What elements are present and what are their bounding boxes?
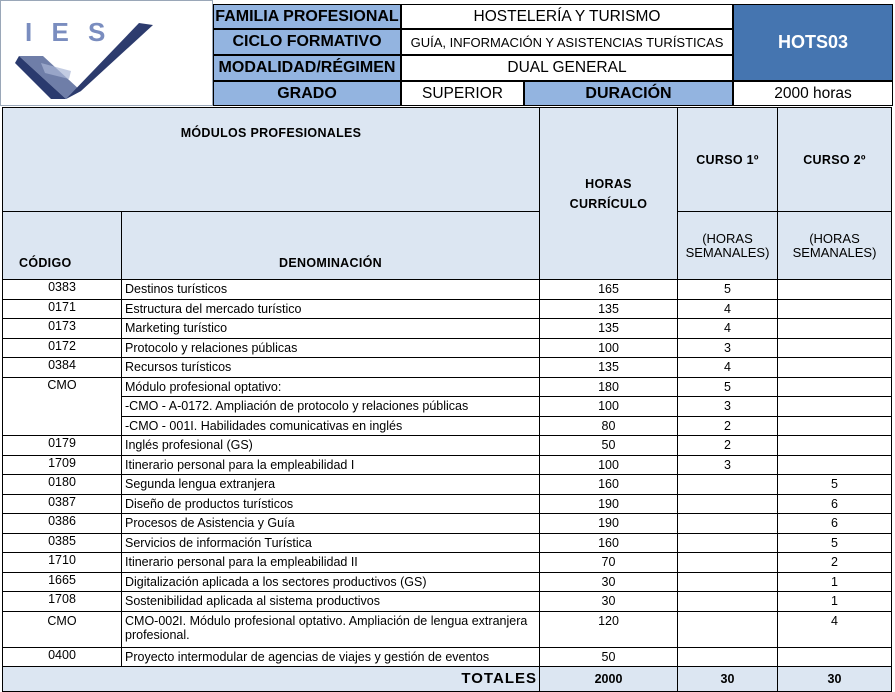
module-hours: 100: [540, 455, 678, 475]
module-curso1: 2: [678, 436, 778, 456]
module-name: Itinerario personal para la empleabilidad II: [122, 553, 540, 573]
module-curso1: [678, 611, 778, 647]
table-row: [3, 397, 892, 417]
curso1-semanales: [678, 212, 778, 280]
modulos-header: MÓDULOS PROFESIONALES: [3, 108, 540, 212]
module-curso2: 1: [778, 572, 892, 592]
module-name: Inglés profesional (GS): [122, 436, 540, 456]
table-row: [3, 572, 892, 592]
module-code: 1708: [3, 592, 122, 612]
curso2-semanales-line1: (HORAS: [809, 230, 860, 246]
module-code: 0383: [3, 280, 122, 300]
module-hours: 135: [540, 358, 678, 378]
module-code: [3, 397, 122, 417]
module-name: Recursos turísticos: [122, 358, 540, 378]
module-hours: 50: [540, 436, 678, 456]
module-hours: 180: [540, 377, 678, 397]
module-name: Segunda lengua extranjera: [122, 475, 540, 495]
module-curso1: [678, 647, 778, 667]
table-row: [3, 455, 892, 475]
table-row: [3, 377, 892, 397]
module-name: Destinos turísticos: [122, 280, 540, 300]
table-row: [3, 280, 892, 300]
table-row: [3, 533, 892, 553]
module-curso1: 3: [678, 397, 778, 417]
module-hours: 30: [540, 592, 678, 612]
module-hours: 190: [540, 494, 678, 514]
module-curso2: [778, 319, 892, 339]
table-row: [3, 647, 892, 667]
module-curso2: [778, 416, 892, 436]
curso2-semanales-line2: SEMANALES): [792, 244, 877, 260]
module-curso2: [778, 358, 892, 378]
module-curso1: 2: [678, 416, 778, 436]
module-code: 0180: [3, 475, 122, 495]
module-name: Sostenibilidad aplicada al sistema productivos: [122, 592, 540, 612]
module-name: -CMO - A-0172. Ampliación de protocolo y relaciones públicas: [122, 397, 540, 417]
curso1-header: CURSO 1º: [678, 108, 778, 212]
module-curso1: [678, 475, 778, 495]
codigo-header: CÓDIGO: [3, 212, 122, 280]
module-curso1: [678, 553, 778, 573]
curso1-semanales-line2: SEMANALES): [685, 244, 770, 260]
table-row: [3, 592, 892, 612]
module-name: Itinerario personal para la empleabilidad I: [122, 455, 540, 475]
module-curso1: 4: [678, 319, 778, 339]
module-hours: 190: [540, 514, 678, 534]
horas-header-line1: HORAS: [585, 176, 632, 191]
table-row: [3, 299, 892, 319]
module-curso1: 4: [678, 358, 778, 378]
ies-logo: [0, 0, 213, 106]
totales-label: TOTALES: [3, 667, 540, 692]
module-hours: 80: [540, 416, 678, 436]
ciclo-value: GUÍA, INFORMACIÓN Y ASISTENCIAS TURÍSTICAS: [401, 29, 733, 55]
module-curso1: 4: [678, 299, 778, 319]
module-name: Marketing turístico: [122, 319, 540, 339]
familia-value: HOSTELERÍA Y TURISMO: [401, 4, 733, 29]
module-code: 0173: [3, 319, 122, 339]
module-code: 1709: [3, 455, 122, 475]
module-name: Protocolo y relaciones públicas: [122, 338, 540, 358]
logo-text: I E S: [25, 17, 112, 47]
module-code: 0386: [3, 514, 122, 534]
module-curso2: [778, 299, 892, 319]
module-curso1: 5: [678, 280, 778, 300]
familia-label: FAMILIA PROFESIONAL: [213, 4, 401, 29]
module-curso2: 5: [778, 533, 892, 553]
denominacion-header: DENOMINACIÓN: [122, 212, 540, 280]
module-code: 0387: [3, 494, 122, 514]
module-hours: 160: [540, 475, 678, 495]
table-row: [3, 514, 892, 534]
table-row: [3, 338, 892, 358]
module-curso1: 3: [678, 338, 778, 358]
table-row: [3, 416, 892, 436]
horas-header-line2: CURRÍCULO: [569, 196, 648, 211]
table-row: [3, 553, 892, 573]
module-name: CMO-002I. Módulo profesional optativo. Ampliación de lengua extranjera profesional.: [122, 611, 540, 647]
curso2-header: CURSO 2º: [778, 108, 892, 212]
module-hours: 100: [540, 338, 678, 358]
module-code: CMO: [3, 377, 122, 397]
module-curso2: 2: [778, 553, 892, 573]
module-hours: 100: [540, 397, 678, 417]
module-name: Estructura del mercado turístico: [122, 299, 540, 319]
module-name: Diseño de productos turísticos: [122, 494, 540, 514]
ies-logo-icon: [11, 11, 161, 101]
duracion-label: DURACIÓN: [524, 81, 733, 106]
ciclo-label: CICLO FORMATIVO: [213, 29, 401, 55]
table-row: [3, 319, 892, 339]
module-hours: 160: [540, 533, 678, 553]
module-curso2: [778, 436, 892, 456]
module-hours: 120: [540, 611, 678, 647]
module-curso2: [778, 280, 892, 300]
table-row: [3, 611, 892, 647]
module-hours: 165: [540, 280, 678, 300]
module-curso1: 3: [678, 455, 778, 475]
module-name: Digitalización aplicada a los sectores productivos (GS): [122, 572, 540, 592]
curso1-semanales-line1: (HORAS: [702, 230, 753, 246]
module-name: Procesos de Asistencia y Guía: [122, 514, 540, 534]
module-code: 0400: [3, 647, 122, 667]
module-curso2: 4: [778, 611, 892, 647]
module-curso2: 6: [778, 494, 892, 514]
module-curso2: [778, 647, 892, 667]
module-code: 0384: [3, 358, 122, 378]
module-code: [3, 416, 122, 436]
curso2-semanales: [778, 212, 892, 280]
module-curso1: [678, 592, 778, 612]
total-curso2: 30: [778, 667, 892, 692]
module-code: 0385: [3, 533, 122, 553]
table-row: [3, 475, 892, 495]
module-curso2: 5: [778, 475, 892, 495]
module-hours: 50: [540, 647, 678, 667]
module-curso1: [678, 533, 778, 553]
module-curso1: [678, 494, 778, 514]
modalidad-value: DUAL GENERAL: [401, 55, 733, 81]
table-row: [3, 436, 892, 456]
module-code: CMO: [3, 611, 122, 647]
table-row: [3, 494, 892, 514]
module-curso2: [778, 377, 892, 397]
module-code: 0179: [3, 436, 122, 456]
module-name: -CMO - 001I. Habilidades comunicativas en inglés: [122, 416, 540, 436]
module-hours: 135: [540, 319, 678, 339]
total-curso1: 30: [678, 667, 778, 692]
module-code: 1710: [3, 553, 122, 573]
module-curso2: [778, 397, 892, 417]
grado-value: SUPERIOR: [401, 81, 524, 106]
module-code: 1665: [3, 572, 122, 592]
module-curso1: [678, 572, 778, 592]
module-curso2: [778, 338, 892, 358]
total-hours: 2000: [540, 667, 678, 692]
grado-label: GRADO: [213, 81, 401, 106]
module-hours: 30: [540, 572, 678, 592]
module-name: Servicios de información Turística: [122, 533, 540, 553]
duracion-value: 2000 horas: [733, 81, 893, 106]
module-name: Proyecto intermodular de agencias de viajes y gestión de eventos: [122, 647, 540, 667]
module-code: 0171: [3, 299, 122, 319]
module-name: Módulo profesional optativo:: [122, 377, 540, 397]
module-curso2: 6: [778, 514, 892, 534]
module-curso2: [778, 455, 892, 475]
table-row: [3, 358, 892, 378]
module-curso2: 1: [778, 592, 892, 612]
module-curso1: [678, 514, 778, 534]
totals-row: [3, 667, 892, 692]
modalidad-label: MODALIDAD/RÉGIMEN: [213, 55, 401, 81]
module-hours: 135: [540, 299, 678, 319]
modules-table: [2, 107, 892, 692]
horas-header: [540, 108, 678, 280]
module-code: 0172: [3, 338, 122, 358]
cycle-code: HOTS03: [733, 4, 893, 81]
module-hours: 70: [540, 553, 678, 573]
module-curso1: 5: [678, 377, 778, 397]
